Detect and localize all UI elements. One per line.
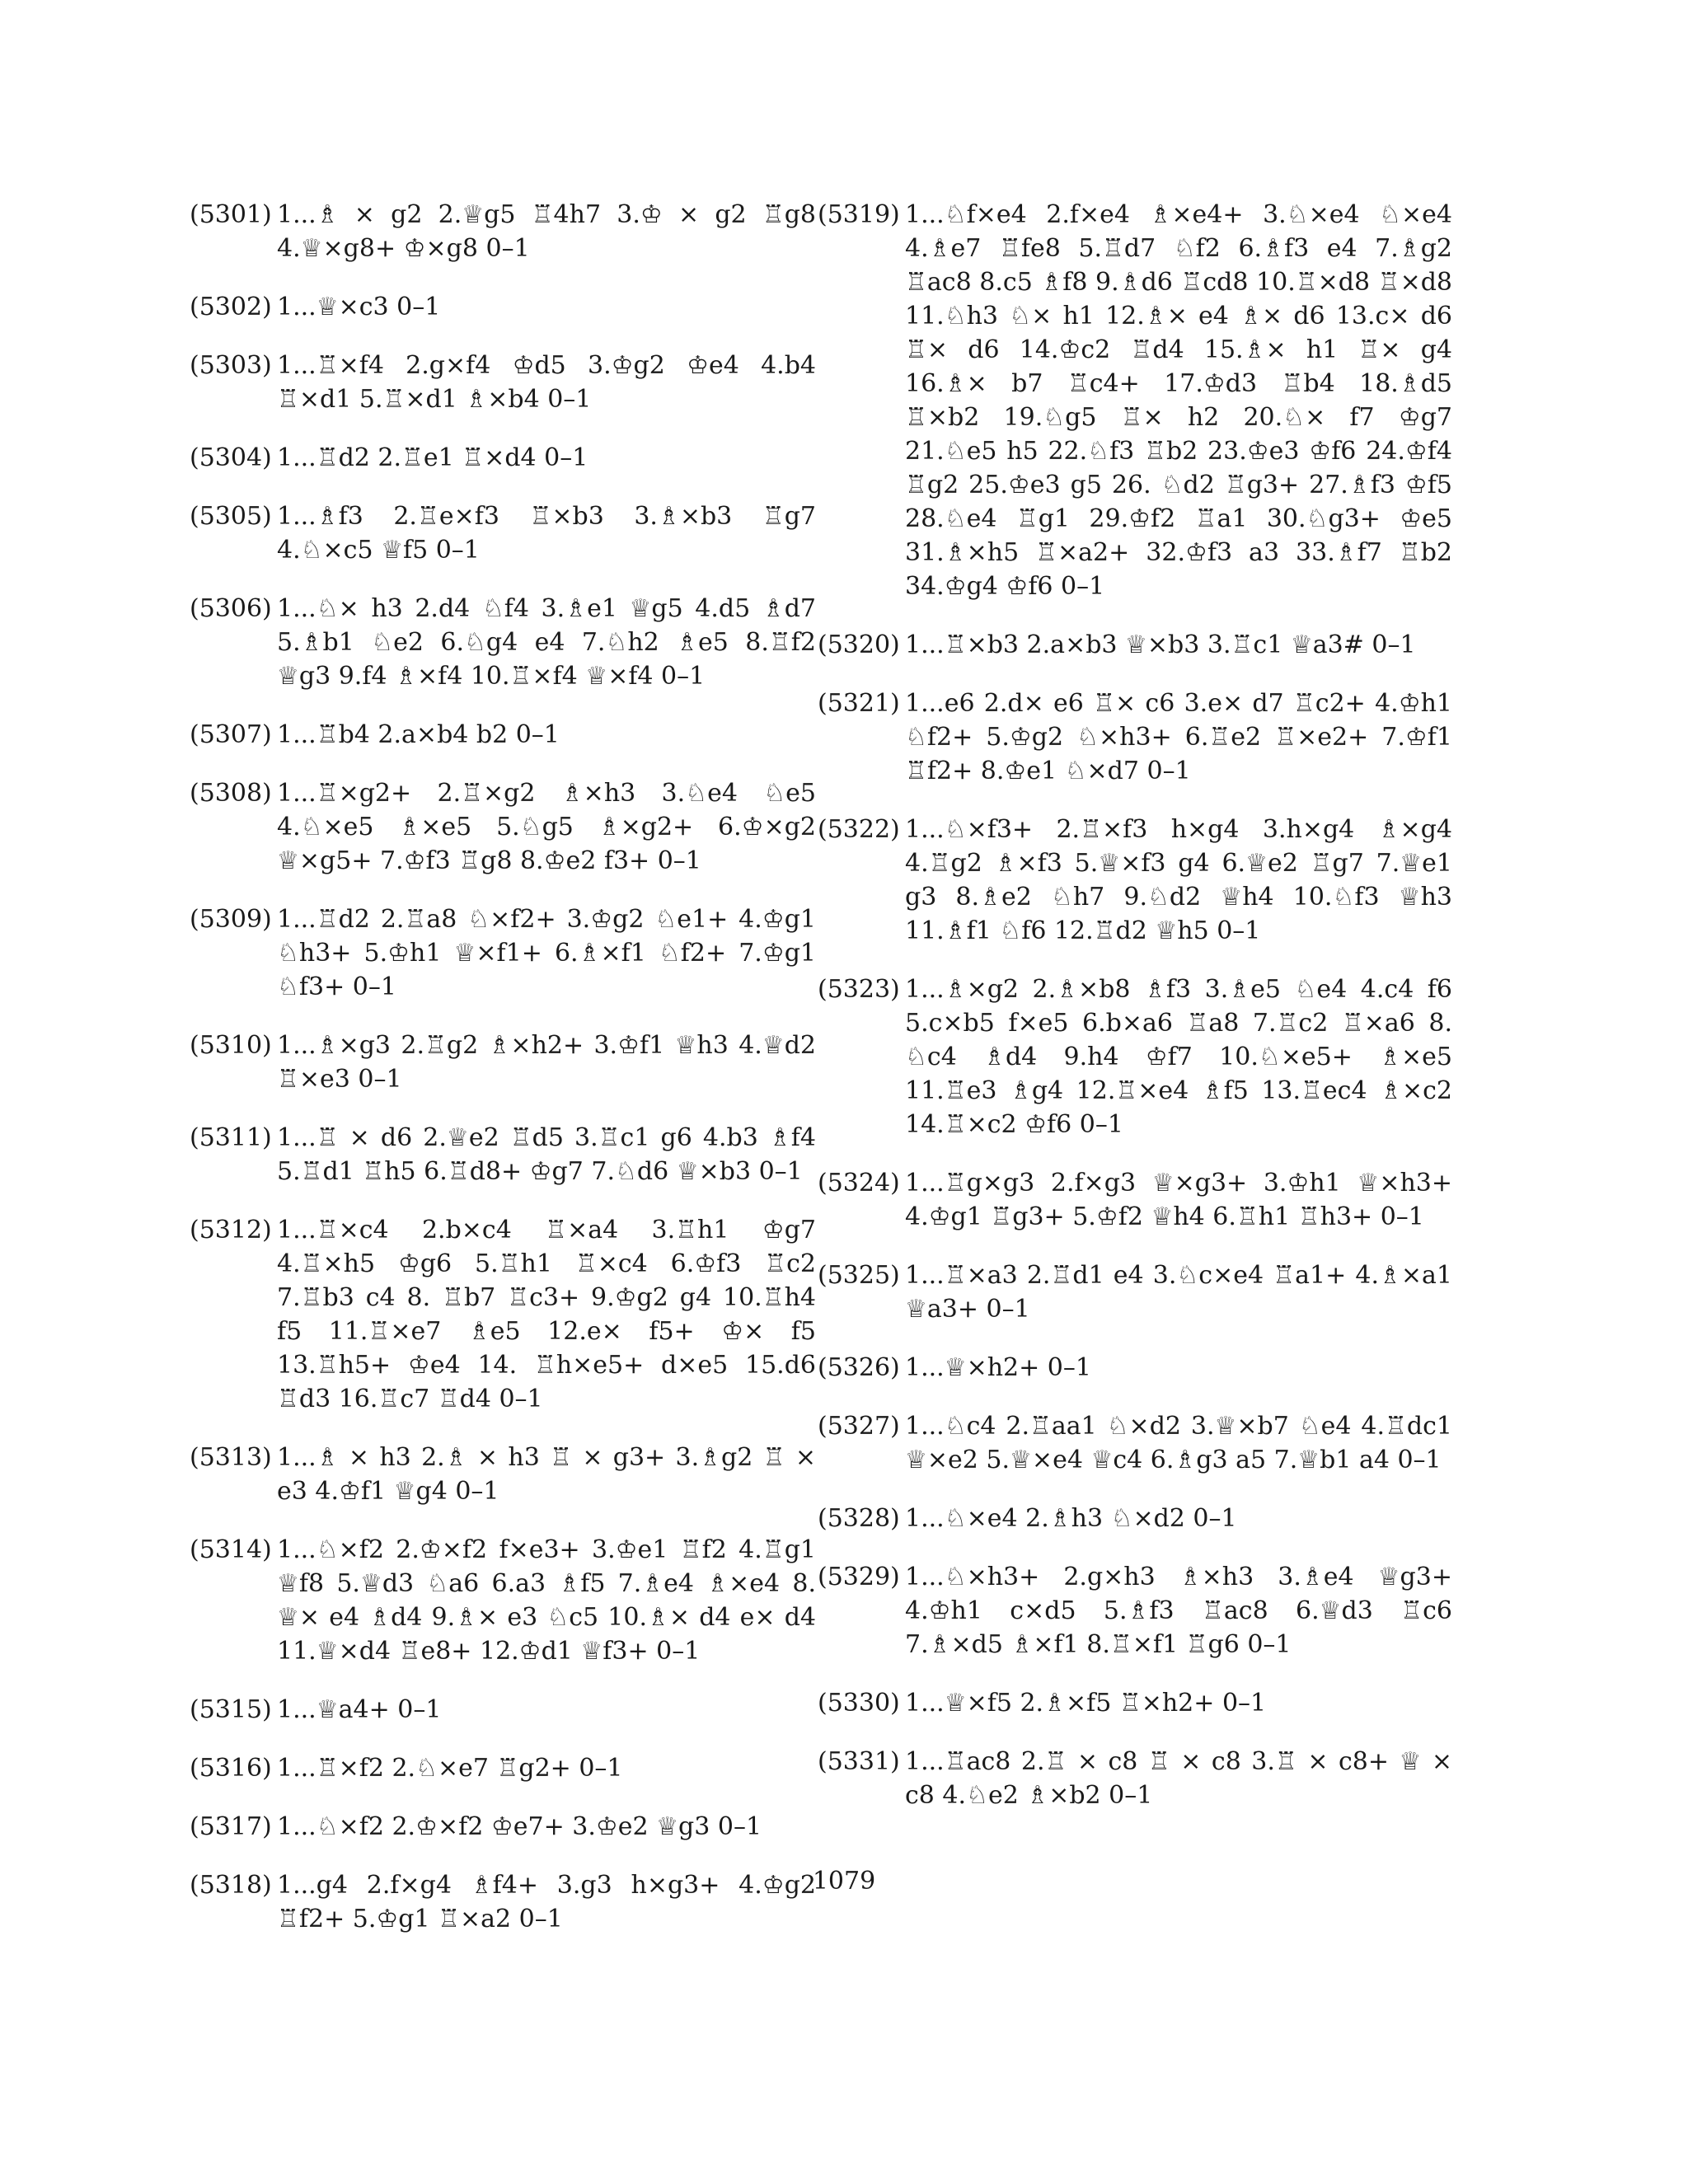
solution-entry: [818, 1258, 1452, 1326]
entry-number: (5314): [190, 1535, 272, 1564]
entry-number: (5330): [818, 1689, 900, 1718]
entry-number: (5313): [190, 1443, 272, 1472]
move-sequence: 1...♘×h3+ 2.g×h3 ♗×h3 3.♗e4 ♕g3+ 4.♔h1 c×d5 5.♗f3 ♖ac8 6.♕d3 ♖c6 7.♗×d5 ♗×f1 8.♖×f1 ♖g6 0–1: [905, 1563, 1452, 1659]
entry-number: (5329): [818, 1563, 900, 1591]
move-sequence: 1...♕a4+ 0–1: [277, 1695, 442, 1724]
entry-number: (5303): [190, 351, 272, 380]
solution-entry: [818, 1409, 1452, 1477]
move-sequence: 1...♘c4 2.♖aa1 ♘×d2 3.♕×b7 ♘e4 4.♖dc1 ♕×e2 5.♕×e4 ♕c4 6.♗g3 a5 7.♕b1 a4 0–1: [905, 1412, 1452, 1474]
move-sequence: 1...g4 2.f×g4 ♗f4+ 3.g3 h×g3+ 4.♔g2 ♖f2+ 5.♔g1 ♖×a2 0–1: [277, 1871, 816, 1933]
solution-entry: [190, 1121, 816, 1188]
solution-entry: [818, 1351, 1452, 1385]
move-sequence: 1...♖×f4 2.g×f4 ♔d5 3.♔g2 ♔e4 4.b4 ♖×d1 5.♖×d1 ♗×b4 0–1: [277, 351, 816, 414]
solution-entry: [190, 1751, 816, 1785]
entry-number: (5319): [818, 200, 900, 229]
move-sequence: 1...♖×a3 2.♖d1 e4 3.♘c×e4 ♖a1+ 4.♗×a1 ♕a3+ 0–1: [905, 1261, 1452, 1324]
solution-entry: [190, 1533, 816, 1668]
solution-entry: [190, 1213, 816, 1416]
entry-number: (5323): [818, 975, 900, 1004]
move-sequence: 1...♗×g3 2.♖g2 ♗×h2+ 3.♔f1 ♕h3 4.♕d2 ♖×e3 0–1: [277, 1031, 816, 1094]
solution-entry: [818, 1745, 1452, 1812]
solution-entry: [818, 628, 1452, 662]
solution-entry: [190, 902, 816, 1004]
solution-entry: [818, 1686, 1452, 1720]
move-sequence: 1...♖b4 2.a×b4 b2 0–1: [277, 720, 560, 749]
move-sequence: 1...♘f×e4 2.f×e4 ♗×e4+ 3.♘×e4 ♘×e4 4.♗e7 ♖fe8 5.♖d7 ♘f2 6.♗f3 e4 7.♗g2 ♖ac8 8.c5 ♗f8 9.♗d6 ♖cd8 10.♖×d8 ♖×d8 11.♘h3 ♘× h1 12.♗× e4 ♗× d6 13.c× d6 ♖× d6 14.♔c2 ♖d4 15.♗× h1 ♖× g4 16.♗× b7 ♖c4+ 17.♔d3 ♖b4 18.♗d5 ♖×b2 19.♘g5 ♖× h2 20.♘× f7 ♔g7 21.♘e5 h5 22.♘f3 ♖b2 23.♔e3 ♔f6 24.♔f4 ♖g2 25.♔e3 g5 26. ♘d2 ♖g3+ 27.♗f3 ♔f5 28.♘e4 ♖g1 29.♔f2 ♖a1 30.♘g3+ ♔e5 31.♗×h5 ♖×a2+ 32.♔f3 a3 33.♗f7 ♖b2 34.♔g4 ♔f6 0–1: [905, 200, 1452, 601]
entry-number: (5312): [190, 1216, 272, 1244]
solution-entry: [190, 776, 816, 878]
move-sequence: 1...♘×e4 2.♗h3 ♘×d2 0–1: [905, 1504, 1237, 1533]
move-sequence: 1...♘×f3+ 2.♖×f3 h×g4 3.h×g4 ♗×g4 4.♖g2 ♗×f3 5.♕×f3 g4 6.♕e2 ♖g7 7.♕e1 g3 8.♗e2 ♘h7 9.♘d2 ♕h4 10.♘f3 ♕h3 11.♗f1 ♘f6 12.♖d2 ♕h5 0–1: [905, 815, 1452, 945]
move-sequence: 1...♕×h2+ 0–1: [905, 1353, 1091, 1382]
solution-entry: [190, 1029, 816, 1096]
move-sequence: 1...♘× h3 2.d4 ♘f4 3.♗e1 ♕g5 4.d5 ♗d7 5.♗b1 ♘e2 6.♘g4 e4 7.♘h2 ♗e5 8.♖f2 ♕g3 9.f4 ♗×f4 10.♖×f4 ♕×f4 0–1: [277, 594, 816, 691]
entry-number: (5326): [818, 1353, 900, 1382]
solution-entry: [190, 349, 816, 416]
entry-number: (5302): [190, 293, 272, 321]
solution-entry: [818, 1166, 1452, 1234]
entry-number: (5315): [190, 1695, 272, 1724]
entry-number: (5316): [190, 1754, 272, 1783]
entry-number: (5305): [190, 502, 272, 531]
left-column: [190, 198, 816, 1936]
move-sequence: 1...♘×f2 2.♔×f2 ♔e7+ 3.♔e2 ♕g3 0–1: [277, 1812, 762, 1841]
entry-number: (5327): [818, 1412, 900, 1441]
solution-entry: [190, 198, 816, 265]
move-sequence: 1...♗ × h3 2.♗ × h3 ♖ × g3+ 3.♗g2 ♖ × e3 4.♔f1 ♕g4 0–1: [277, 1443, 816, 1506]
entry-number: (5304): [190, 443, 272, 472]
solution-entry: [190, 441, 816, 475]
entry-number: (5324): [818, 1169, 900, 1197]
move-sequence: 1...♖g×g3 2.f×g3 ♕×g3+ 3.♔h1 ♕×h3+ 4.♔g1 ♖g3+ 5.♔f2 ♕h4 6.♖h1 ♖h3+ 0–1: [905, 1169, 1452, 1231]
move-sequence: 1...♘×f2 2.♔×f2 f×e3+ 3.♔e1 ♖f2 4.♖g1 ♕f8 5.♕d3 ♘a6 6.a3 ♗f5 7.♗e4 ♗×e4 8. ♕× e4 ♗d4 9.♗× e3 ♘c5 10.♗× d4 e× d4 11.♕×d4 ♖e8+ 12.♔d1 ♕f3+ 0–1: [277, 1535, 816, 1666]
entry-number: (5331): [818, 1747, 900, 1776]
solution-entry: [818, 1502, 1452, 1535]
solution-entry: [190, 499, 816, 567]
solution-entry: [818, 972, 1452, 1141]
move-sequence: 1...♖ac8 2.♖ × c8 ♖ × c8 3.♖ × c8+ ♕ × c8 4.♘e2 ♗×b2 0–1: [905, 1747, 1452, 1810]
move-sequence: 1...♗ × g2 2.♕g5 ♖4h7 3.♔ × g2 ♖g8 4.♕×g8+ ♔×g8 0–1: [277, 200, 816, 263]
solution-entry: [190, 718, 816, 752]
entry-number: (5325): [818, 1261, 900, 1290]
move-sequence: 1...♕×f5 2.♗×f5 ♖×h2+ 0–1: [905, 1689, 1267, 1718]
solution-entry: [190, 592, 816, 693]
move-sequence: 1...♖×f2 2.♘×e7 ♖g2+ 0–1: [277, 1754, 623, 1783]
move-sequence: 1...♖d2 2.♖a8 ♘×f2+ 3.♔g2 ♘e1+ 4.♔g1 ♘h3+ 5.♔h1 ♕×f1+ 6.♗×f1 ♘f2+ 7.♔g1 ♘f3+ 0–1: [277, 905, 816, 1001]
move-sequence: 1...♖×c4 2.b×c4 ♖×a4 3.♖h1 ♔g7 4.♖×h5 ♔g6 5.♖h1 ♖×c4 6.♔f3 ♖c2 7.♖b3 c4 8. ♖b7 ♖c3+ 9.♔g2 g4 10.♖h4 f5 11.♖×e7 ♗e5 12.e× f5+ ♔× f5 13.♖h5+ ♔e4 14. ♖h×e5+ d×e5 15.d6 ♖d3 16.♖c7 ♖d4 0–1: [277, 1216, 816, 1413]
solution-entry: [190, 290, 816, 324]
entry-number: (5311): [190, 1123, 272, 1152]
move-sequence: 1...♕×c3 0–1: [277, 293, 441, 321]
move-sequence: 1...♖ × d6 2.♕e2 ♖d5 3.♖c1 g6 4.b3 ♗f4 5.♖d1 ♖h5 6.♖d8+ ♔g7 7.♘d6 ♕×b3 0–1: [277, 1123, 816, 1186]
move-sequence: 1...♖×b3 2.a×b3 ♕×b3 3.♖c1 ♕a3# 0–1: [905, 630, 1416, 659]
solution-entry: [818, 1560, 1452, 1661]
solution-entry: [190, 1441, 816, 1508]
entry-number: (5307): [190, 720, 272, 749]
entry-number: (5308): [190, 779, 272, 808]
right-column: [818, 198, 1452, 1812]
solution-entry: [190, 1693, 816, 1727]
move-sequence: 1...♗f3 2.♖e×f3 ♖×b3 3.♗×b3 ♖g7 4.♘×c5 ♕f5 0–1: [277, 502, 816, 565]
entry-number: (5310): [190, 1031, 272, 1060]
solution-entry: [818, 687, 1452, 788]
entry-number: (5318): [190, 1871, 272, 1900]
solution-entry: [818, 198, 1452, 603]
entry-number: (5322): [818, 815, 900, 844]
entry-number: (5301): [190, 200, 272, 229]
entry-number: (5328): [818, 1504, 900, 1533]
entry-number: (5320): [818, 630, 900, 659]
entry-number: (5321): [818, 689, 900, 718]
page-number: 1079: [812, 1867, 876, 1896]
move-sequence: 1...e6 2.d× e6 ♖× c6 3.e× d7 ♖c2+ 4.♔h1 ♘f2+ 5.♔g2 ♘×h3+ 6.♖e2 ♖×e2+ 7.♔f1 ♖f2+ 8.♔e1 ♘×d7 0–1: [905, 689, 1452, 785]
entry-number: (5306): [190, 594, 272, 623]
entry-number: (5309): [190, 905, 272, 934]
move-sequence: 1...♗×g2 2.♗×b8 ♗f3 3.♗e5 ♘e4 4.c4 f6 5.c×b5 f×e5 6.b×a6 ♖a8 7.♖c2 ♖×a6 8. ♘c4 ♗d4 9.h4 ♔f7 10.♘×e5+ ♗×e5 11.♖e3 ♗g4 12.♖×e4 ♗f5 13.♖ec4 ♗×c2 14.♖×c2 ♔f6 0–1: [905, 975, 1452, 1139]
solution-entry: [818, 813, 1452, 948]
solution-entry: [190, 1810, 816, 1844]
move-sequence: 1...♖×g2+ 2.♖×g2 ♗×h3 3.♘e4 ♘e5 4.♘×e5 ♗×e5 5.♘g5 ♗×g2+ 6.♔×g2 ♕×g5+ 7.♔f3 ♖g8 8.♔e2 f3+ 0–1: [277, 779, 816, 875]
entry-number: (5317): [190, 1812, 272, 1841]
move-sequence: 1...♖d2 2.♖e1 ♖×d4 0–1: [277, 443, 588, 472]
